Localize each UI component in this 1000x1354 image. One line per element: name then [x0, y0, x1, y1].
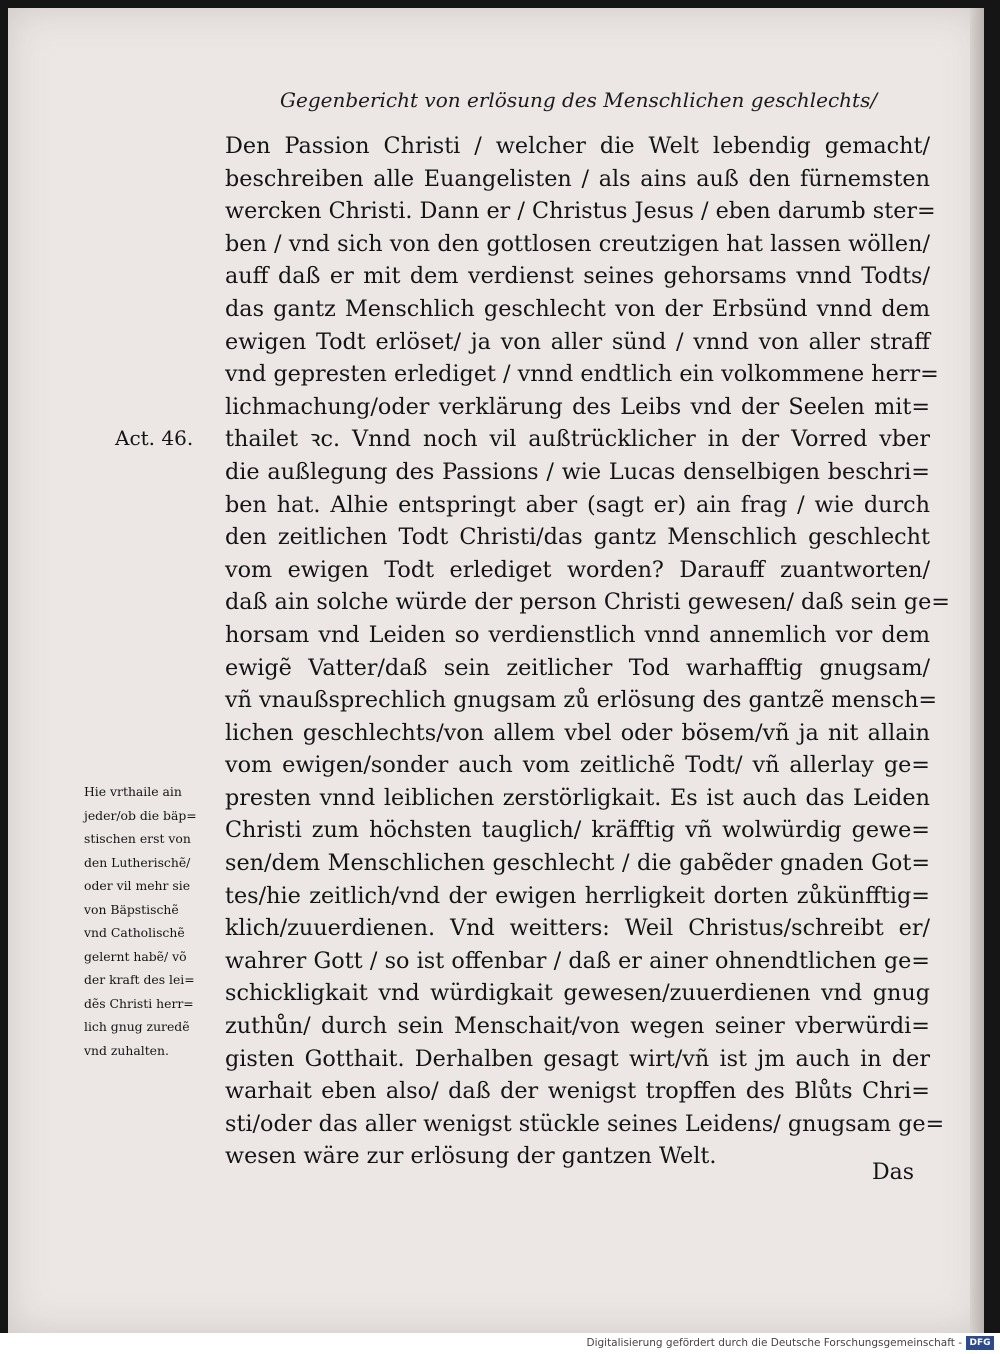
body-line: auff daß er mit dem verdienst seines gehorsams vnnd Todts/	[225, 263, 930, 290]
body-line: das gantz Menschlich geschlecht von der Erbsünd vnnd dem	[225, 295, 930, 322]
body-line: die außlegung des Passions / wie Lucas denselbigen beschri=	[225, 458, 930, 485]
marginal-note-line: der kraft des lei=	[84, 972, 195, 987]
body-line: vñ vnaußsprechlich gnugsam zů erlösung des gantzẽ mensch=	[225, 687, 938, 714]
marginal-note-line: dẽs Christi herr=	[84, 995, 194, 1011]
marginal-note-line: stischen erst von	[84, 831, 191, 846]
body-line: ewigen Todt erlöset/ ja von aller sünd / vnnd von aller straff	[225, 328, 930, 355]
body-line: warhait eben also/ daß der wenigst tropffen des Blůts Chri=	[225, 1078, 930, 1105]
running-head: Gegenbericht von erlösung des Menschlichen geschlechts/	[280, 88, 878, 112]
body-line: vom ewigen Todt erlediget worden? Darauff zuantworten/	[225, 556, 930, 583]
body-line: den zeitlichen Todt Christi/das gantz Menschlich geschlecht	[225, 524, 930, 551]
body-line: thailet ꝛc. Vnnd noch vil außtrücklicher in der Vorred vber	[225, 426, 930, 453]
body-line: klich/zuuerdienen. Vnd weitters: Weil Christus/schreibt er/	[225, 915, 930, 942]
digitization-footer	[0, 1334, 1000, 1354]
marginal-note	[84, 780, 234, 1062]
body-line: schickligkait vnd würdigkait gewesen/zuuerdienen vnd gnug	[225, 980, 930, 1007]
body-line: sti/oder das aller wenigst stückle seines Leidens/ gnugsam ge=	[225, 1110, 945, 1137]
body-line: wercken Christi. Dann er / Christus Jesus / eben darumb ster=	[225, 198, 936, 225]
marginal-note-line: vnd zuhalten.	[84, 1042, 169, 1058]
body-line: lichen geschlechts/von allem vbel oder bösem/vñ ja nit allain	[225, 719, 930, 746]
body-line: wahrer Gott / so ist offenbar / daß er ainer ohnendtlichen ge=	[225, 947, 930, 974]
marginal-note-line: lich gnug zuredẽ	[84, 1019, 190, 1034]
footer-credit: Digitalisierung gefördert durch die Deutsche Forschungsgemeinschaft -	[586, 1337, 962, 1349]
body-line: horsam vnd Leiden so verdienstlich vnnd annemlich vor dem	[225, 621, 930, 648]
dfg-logo: DFG	[966, 1336, 994, 1350]
catchword: Das	[872, 1160, 915, 1185]
body-line: tes/hie zeitlich/vnd der ewigen herrligkeit dorten zůkünfftig=	[225, 882, 930, 909]
body-line: vom ewigen/sonder auch vom zeitlichẽ Todt/ vñ allerlay ge=	[225, 752, 930, 779]
marginal-note-line: den Lutherischẽ/	[84, 854, 191, 870]
marginal-note-line: vnd Catholischẽ	[84, 925, 185, 940]
body-line: ben / vnd sich von den gottlosen creutzigen hat lassen wöllen/	[225, 230, 930, 257]
marginal-note-line: von Bäpstischẽ	[84, 901, 179, 917]
body-line: vnd gepresten erlediget / vnnd endtlich ein volkommene herr=	[225, 361, 939, 388]
marginal-note-line: gelernt habẽ/ võ	[84, 948, 187, 964]
body-line: ewigẽ Vatter/daß sein zeitlicher Tod warhafftig gnugsam/	[225, 654, 930, 681]
body-line: Christi zum höchsten tauglich/ kräfftig vñ wolwürdig gewe=	[225, 817, 930, 844]
body-line: ben hat. Alhie entspringt aber (sagt er) ain frag / wie durch	[225, 491, 930, 518]
body-line: lichmachung/oder verklärung des Leibs vnd der Seelen mit=	[225, 393, 930, 420]
body-line: gisten Gotthait. Derhalben gesagt wirt/vñ ist jm auch in der	[225, 1045, 930, 1072]
body-line: Den Passion Christi / welcher die Welt lebendig gemacht/	[225, 133, 930, 159]
marginal-note-line: jeder/ob die bäp=	[84, 807, 197, 823]
body-line: zuthůn/ durch sein Menschait/von wegen seiner vberwürdi=	[225, 1013, 930, 1040]
body-line: daß ain solche würde der person Christi gewesen/ daß sein ge=	[225, 589, 950, 616]
marginal-note-line: Hie vrthaile ain	[84, 784, 182, 799]
body-text	[225, 130, 950, 1173]
marginal-reference: Act. 46.	[115, 426, 194, 450]
marginal-note-line: oder vil mehr sie	[84, 878, 191, 893]
body-line: presten vnnd leiblichen zerstörligkait. Es ist auch das Leiden	[225, 784, 930, 811]
page-edge	[970, 8, 984, 1333]
body-line: beschreiben alle Euangelisten / als ains auß den fürnemsten	[225, 165, 930, 192]
body-line: sen/dem Menschlichen geschlecht / die gabẽder gnaden Got=	[225, 850, 930, 877]
body-line: wesen wäre zur erlösung der gantzen Welt.	[225, 1143, 717, 1170]
